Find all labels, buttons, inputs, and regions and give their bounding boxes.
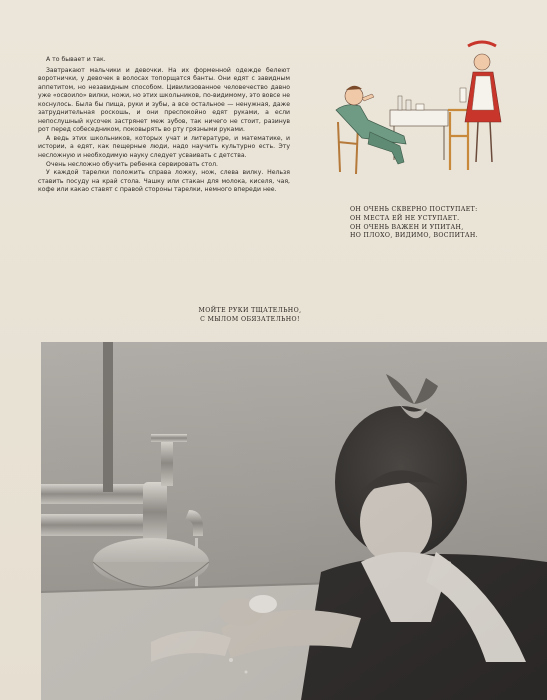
cartoon-illustration — [318, 32, 508, 192]
girl-washing-hands-image — [41, 342, 547, 700]
handwashing-photo — [41, 342, 547, 700]
article-intro: А то бывает и так. — [46, 56, 106, 63]
poem-line-1: ОН ОЧЕНЬ СКВЕРНО ПОСТУПАЕТ: — [350, 206, 478, 213]
photo-caption-line-1: МОЙТЕ РУКИ ТЩАТЕЛЬНО, — [198, 307, 302, 314]
article-body — [38, 56, 290, 195]
article-paragraph-1: Завтракают мальчики и девочки. На их форменной одежде белеют воротнички, у девочек в волосах топорщатся банты. Они едят с завидным аппетитом, но незавидным способом. Цивилизованное человечество давно уже «освоило» вилки, ножи, но этих школьников, по-видимому, это вовсе не коснулось. Была бы пища, руки и зубы, а все остальное — ненужная, даже затруднительная роскошь, и они преспокойно едят руками, а если непослушный кусочек застрянет меж зубов, так ничего не стоит, разинув рот перед собеседником, поковырять во рту грязными руками. — [38, 66, 290, 134]
article-paragraph-4: У каждой тарелки положить справа ложку, нож, слева вилку. Нельзя ставить посуду на край стола. Чашку или стакан для молока, киселя, чая, кофе или какао ставят с правой стороны тарелки, немного впереди нее. — [38, 169, 290, 194]
photo-caption — [150, 306, 350, 324]
boy-and-girl-drawing — [318, 32, 508, 192]
article-paragraph-3: Очень несложно обучить ребенка сервировать стол. — [46, 160, 218, 168]
article-paragraph-2: А ведь этих школьников, которых учат и литературе, и математике, и истории, а едят, как пещерные люди, надо научить культурно есть. Эту несложную и необходимую науку следует усваивать с детства. — [38, 134, 290, 160]
poem-line-4: НО ПЛОХО, ВИДИМО, ВОСПИТАН. — [350, 232, 478, 240]
poem-line-2: ОН МЕСТА ЕЙ НЕ УСТУПАЕТ. — [350, 214, 460, 222]
poem-line-3: ОН ОЧЕНЬ ВАЖЕН И УПИТАН, — [350, 223, 464, 231]
photo-caption-line-2: С МЫЛОМ ОБЯЗАТЕЛЬНО! — [200, 316, 300, 323]
poem-caption — [350, 206, 525, 241]
